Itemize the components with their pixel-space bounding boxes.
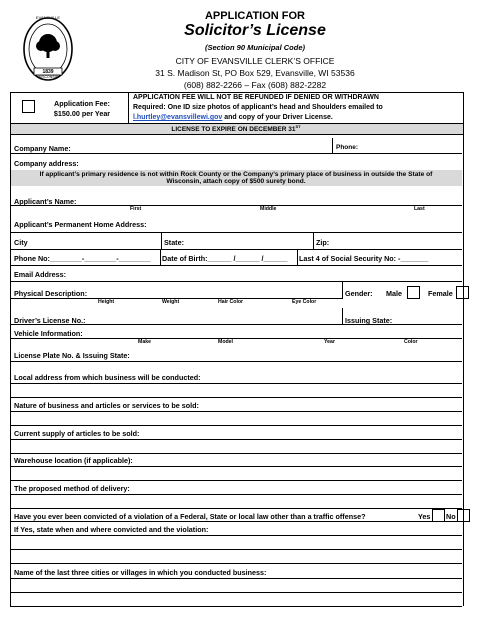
zip-label: Zip: bbox=[316, 238, 330, 247]
color-caption: Color bbox=[404, 339, 418, 345]
form-frame bbox=[10, 133, 464, 606]
seal-top-text: EVANSVILLE bbox=[35, 15, 61, 20]
seal-year: 1839 bbox=[42, 69, 54, 75]
section-ref: (Section 90 Municipal Code) bbox=[204, 43, 305, 52]
gender-label: Gender: bbox=[345, 289, 373, 298]
local-address-label: Local address from which business will be conducted: bbox=[14, 373, 201, 382]
drivers-license-label: Driver’s License No.: bbox=[14, 316, 86, 325]
hair-caption: Hair Color bbox=[218, 299, 244, 305]
height-caption: Height bbox=[98, 299, 115, 305]
female-label: Female bbox=[428, 289, 453, 298]
fee-divider bbox=[128, 92, 129, 123]
email-label: Email Address: bbox=[14, 270, 67, 279]
dob-label: Date of Birth:______ /______ /______ bbox=[162, 254, 288, 263]
year-caption: Year bbox=[324, 339, 335, 345]
state-label: State: bbox=[164, 238, 184, 247]
fee-amount: $150.00 per Year bbox=[53, 109, 111, 118]
residence-notice: If applicant’s primary residence is not within Rock County or the Company’s primary place of business in outside the State of Wisconsin, attach copy of $500 surety bond. bbox=[39, 171, 433, 186]
applicant-name-label: Applicant’s Name: bbox=[14, 197, 77, 206]
required-text: Required: One ID size photos of applicant’s head and Shoulders emailed to bbox=[133, 104, 383, 111]
office-name: CITY OF EVANSVILLE CLERK’S OFFICE bbox=[175, 56, 335, 66]
vehicle-label: Vehicle Information: bbox=[14, 329, 83, 338]
weight-caption: Weight bbox=[162, 299, 180, 305]
last-caption: Last bbox=[414, 206, 425, 212]
first-caption: First bbox=[130, 206, 142, 212]
yes-label: Yes bbox=[418, 512, 431, 521]
company-name-label: Company Name: bbox=[14, 144, 71, 153]
if-yes-label: If Yes, state when and where convicted and the violation: bbox=[14, 525, 209, 534]
nature-label: Nature of business and articles or services to be sold: bbox=[14, 401, 199, 410]
required-tail: and copy of your Driver License. bbox=[224, 114, 333, 121]
delivery-label: The proposed method of delivery: bbox=[14, 484, 130, 493]
model-caption: Model bbox=[218, 339, 233, 345]
email-link[interactable]: l.hurtley@evansvillewi.gov bbox=[133, 114, 223, 121]
expire-text: LICENSE TO EXPIRE ON DECEMBER 31ST bbox=[171, 124, 301, 134]
make-caption: Make bbox=[138, 339, 151, 345]
warehouse-label: Warehouse location (if applicable): bbox=[14, 456, 133, 465]
required-line-2 bbox=[133, 114, 333, 121]
seal-caption: TREE CITY bbox=[38, 45, 58, 49]
fee-label: Application Fee: bbox=[54, 99, 110, 108]
fee-notice: APPLICATION FEE WILL NOT BE REFUNDED IF DENIED OR WITHDRAWN bbox=[133, 94, 379, 101]
fee-checkbox[interactable] bbox=[22, 100, 35, 113]
page-title: Solicitor’s License bbox=[184, 22, 326, 39]
male-label: Male bbox=[386, 289, 402, 298]
supply-label: Current supply of articles to be sold: bbox=[14, 429, 140, 438]
issuing-state-label: Issuing State: bbox=[345, 316, 393, 325]
eye-caption: Eye Color bbox=[292, 299, 317, 305]
city-label: City bbox=[14, 238, 28, 247]
phone-no-label: Phone No:________-________-________ bbox=[14, 254, 151, 263]
ssn-label: Last 4 of Social Security No: -_______ bbox=[299, 254, 429, 263]
title-small: APPLICATION FOR bbox=[204, 10, 305, 22]
physical-label: Physical Description: bbox=[14, 289, 88, 298]
middle-caption: Middle bbox=[260, 206, 277, 212]
plate-label: License Plate No. & Issuing State: bbox=[14, 351, 130, 360]
office-address: 31 S. Madison St, PO Box 529, Evansville, WI 53536 bbox=[155, 68, 355, 78]
seal-bottom-text: WISCONSIN bbox=[37, 75, 59, 79]
convicted-question: Have you ever been convicted of a violation of a Federal, State or local law other than a traffic offense? bbox=[14, 512, 366, 521]
no-label: No bbox=[446, 512, 456, 521]
last-cities-label: Name of the last three cities or villages in which you conducted business: bbox=[14, 568, 267, 577]
company-address-label: Company address: bbox=[14, 159, 79, 168]
office-phone-fax: (608) 882-2266 – Fax (608) 882-2282 bbox=[183, 80, 327, 90]
phone-label: Phone: bbox=[336, 144, 359, 151]
permanent-address-label: Applicant’s Permanent Home Address: bbox=[14, 220, 147, 229]
